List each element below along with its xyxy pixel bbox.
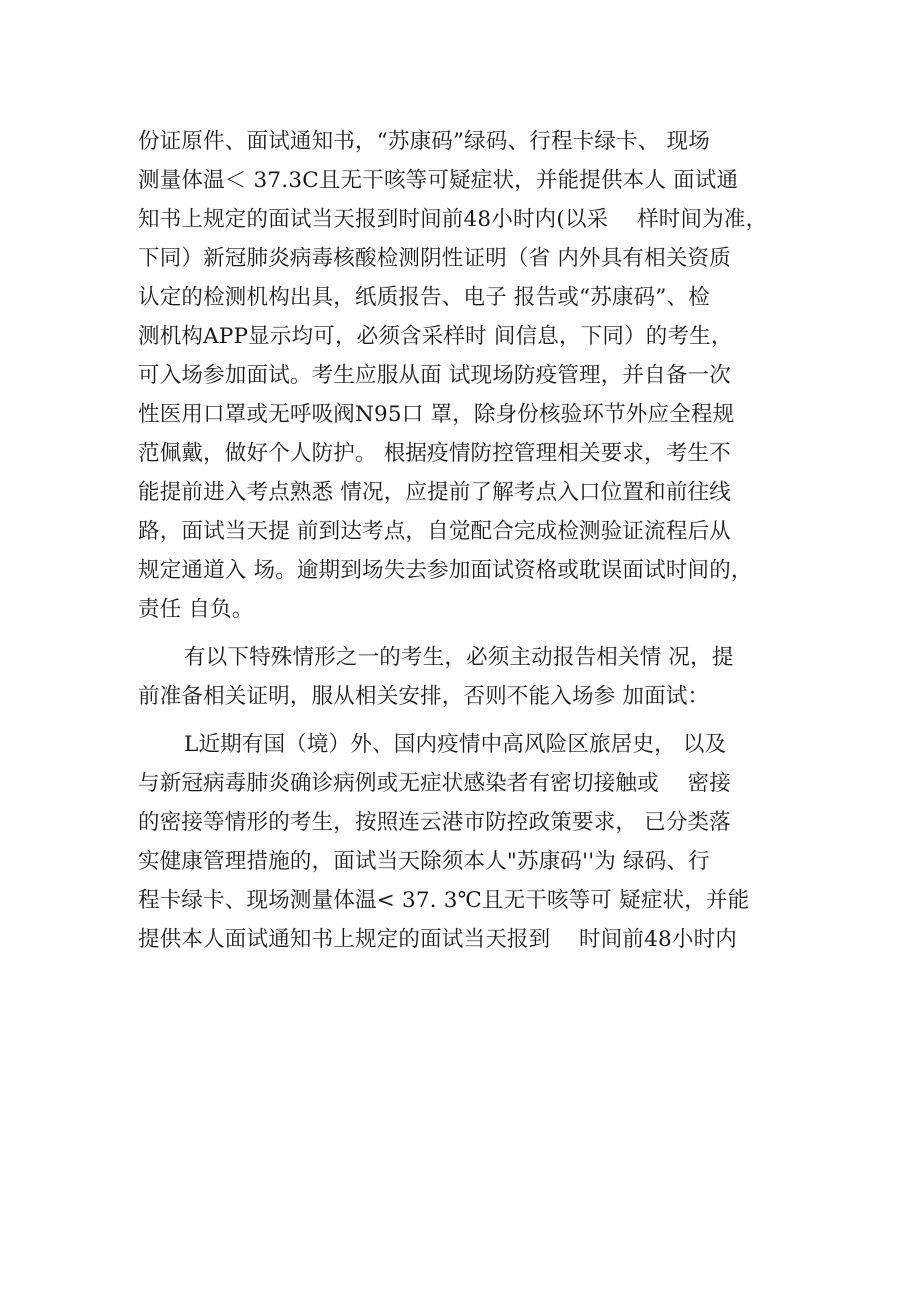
text-line: 知书上规定的面试当天报到时间前48小时内(以采 样时间为准， [138, 207, 768, 232]
text-line: 下同）新冠肺炎病毒核酸检测阴性证明（省 内外具有相关资质 [138, 246, 731, 271]
text-line: 可入场参加面试。考生应服从面 试现场防疫管理，并自备一次 [138, 363, 731, 388]
text-line: 提供本人面试通知书上规定的面试当天报到 时间前48小时内 [138, 927, 737, 952]
text-line: 与新冠病毒肺炎确诊病例或无症状感染者有密切接触或 密接 [138, 771, 731, 796]
text-line: 程卡绿卡、现场测量体温< 37. 3℃且无干咳等可 疑症状，并能 [138, 888, 750, 913]
document-body [138, 122, 788, 959]
paragraph-gap [138, 716, 788, 725]
text-line: 前准备相关证明，服从相关安排，否则不能入场参 加面试： [138, 684, 710, 709]
paragraph-entry-requirements [138, 122, 788, 629]
text-line: 认定的检测机构出具，纸质报告、电子 报告或“苏康码”、检 [138, 285, 710, 310]
text-line: 测量体温＜ 37.3C且无干咳等可疑症状，并能提供本人 面试通 [138, 168, 739, 193]
text-line: 的密接等情形的考生，按照连云港市防控政策要求， 已分类落 [138, 810, 731, 835]
text-line: 范佩戴，做好个人防护。 根据疫情防控管理相关要求，考生不 [138, 441, 731, 466]
text-line: 能提前进入考点熟悉 情况，应提前了解考点入口位置和前往线 [138, 480, 731, 505]
paragraph-gap [138, 629, 788, 638]
text-line: 测机构APP显示均可，必须含采样时 间信息，下同）的考生， [138, 324, 733, 349]
paragraph-special-cases [138, 638, 788, 716]
text-line: 份证原件、面试通知书，“苏康码”绿码、行程卡绿卡、 现场 [138, 129, 710, 154]
text-line: 性医用口罩或无呼吸阀N95口 罩，除身份核验环节外应全程规 [138, 402, 735, 427]
text-line: 实健康管理措施的，面试当天除须本人"苏康码''为 绿码、行 [138, 849, 710, 874]
text-line: 路，面试当天提 前到达考点，自觉配合完成检测验证流程后从 [138, 519, 731, 544]
text-line: 规定通道入 场。逾期到场失去参加面试资格或耽误面试时间的， [138, 558, 753, 583]
text-line: L近期有国（境）外、国内疫情中高风险区旅居史， 以及 [184, 732, 727, 757]
text-line: 责任 自负。 [138, 597, 254, 622]
text-line: 有以下特殊情形之一的考生，必须主动报告相关情 况，提 [184, 645, 734, 670]
paragraph-case-one [138, 725, 788, 959]
